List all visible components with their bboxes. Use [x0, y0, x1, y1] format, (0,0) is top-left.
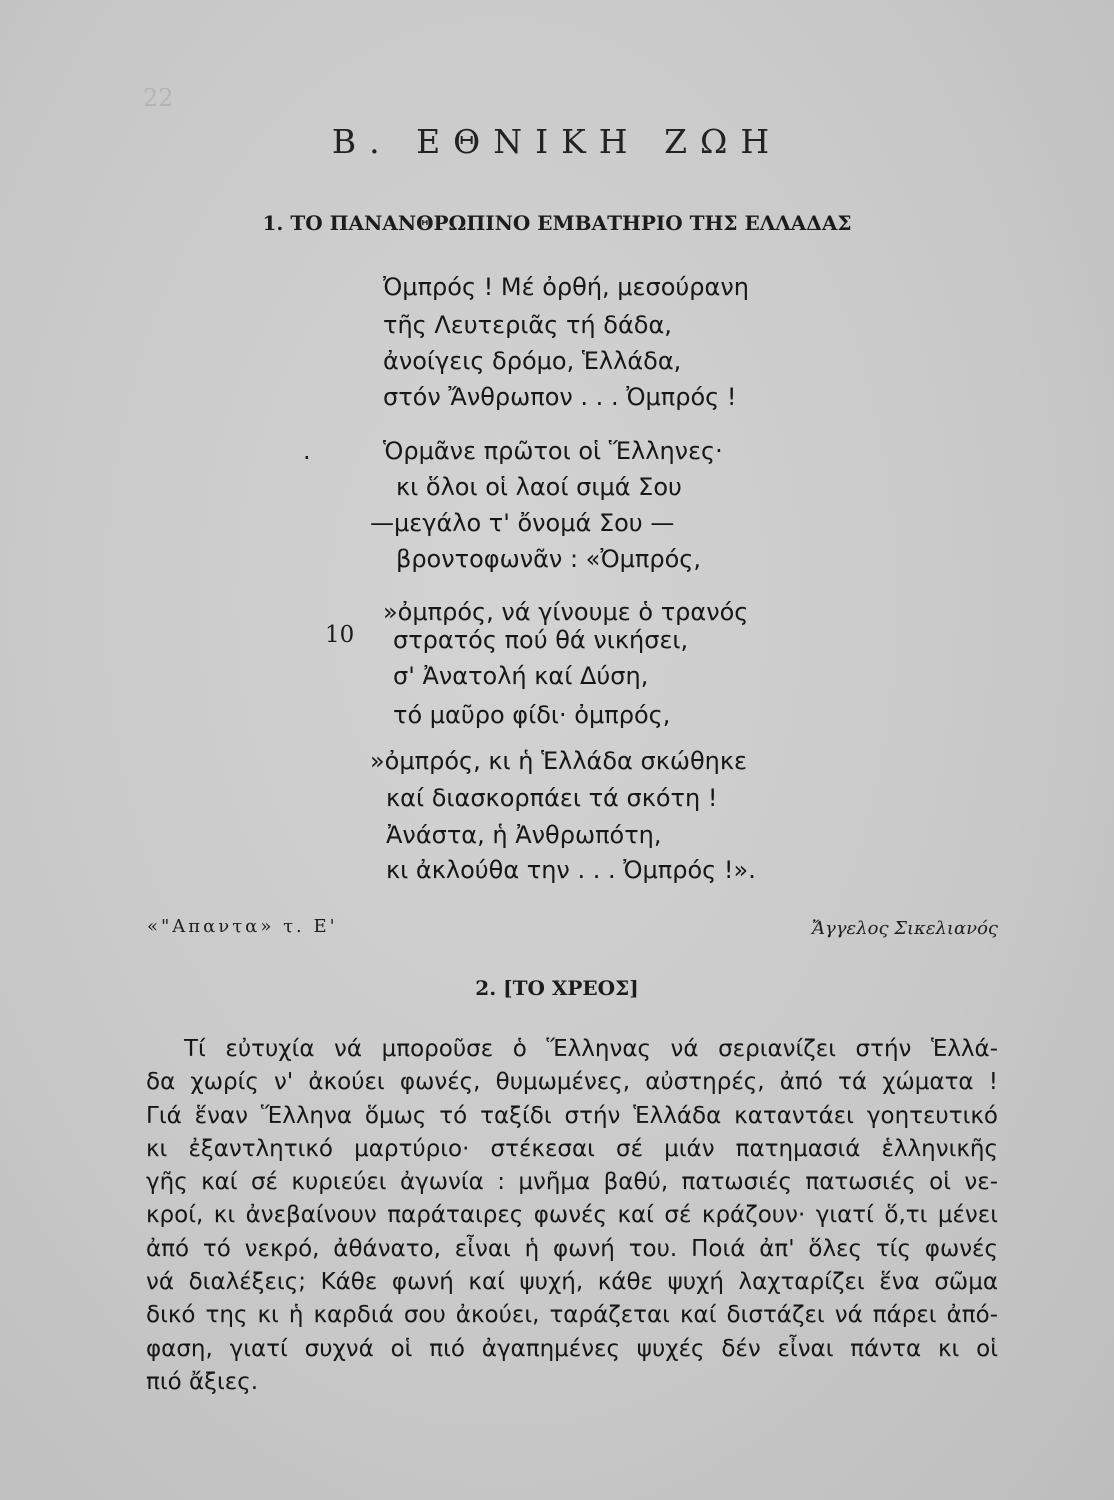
poem-author: Ἄγγελος Σικελιανός	[811, 918, 998, 939]
prose-line: νά διαλέξεις; Κάθε φωνή καί ψυχή, κάθε ψυχή λαχταρίζει ἕνα σῶμα	[146, 1269, 998, 1296]
line-number: 10	[325, 622, 355, 648]
page-number: 22	[143, 84, 174, 112]
margin-mark: .	[303, 437, 311, 465]
poem-line: »ὀμπρός, κι ἡ Ἑλλάδα σκώθηκε	[370, 747, 747, 775]
poem-line: τῆς Λευτεριᾶς τή δάδα,	[383, 311, 672, 339]
poem-line: »ὀμπρός, νά γίνουμε ὁ τρανός	[383, 598, 749, 626]
poem-line: Ἀνάστα, ἡ Ἀνθρωπότη,	[386, 821, 662, 849]
poem-line: Ὁρμᾶνε πρῶτοι οἱ Ἕλληνες·	[383, 437, 723, 465]
prose-line: πιό ἄξιες.	[146, 1368, 259, 1395]
prose-line: ἀπό τό νεκρό, ἀθάνατο, εἶναι ἡ φωνή του. Ποιά ἀπ' ὅλες τίς φωνές	[146, 1235, 998, 1262]
poem-line: —μεγάλο τ' ὄνομά Σου —	[370, 509, 675, 537]
prose-paragraph	[146, 1033, 998, 1399]
prose-line: δικό της κι ἡ καρδιά σου ἀκούει, ταράζεται καί διστάζει νά πάρει ἀπό-	[146, 1302, 998, 1329]
poem-line: ἀνοίγεις δρόμο, Ἑλλάδα,	[383, 347, 682, 375]
poem-line: Ὀμπρός ! Μέ ὀρθή, μεσούρανη	[383, 273, 749, 301]
poem-line: κι ὅλοι οἱ λαοί σιμά Σου	[396, 473, 682, 501]
prose-line: δα χωρίς ν' ἀκούει φωνές, θυμωμένες, αὐστηρές, ἀπό τά χώματα !	[146, 1069, 998, 1096]
prose-heading: 2. [ΤΟ ΧΡΕΟΣ]	[475, 976, 639, 1000]
poem-heading: 1. ΤΟ ΠΑΝΑΝΘΡΩΠΙΝΟ ΕΜΒΑΤΗΡΙΟ ΤΗΣ ΕΛΛΑΔΑΣ	[262, 211, 852, 235]
poem-line: βροντοφωνᾶν : «Ὀμπρός,	[396, 545, 702, 573]
poem-line: στόν Ἄνθρωπον . . . Ὀμπρός !	[383, 383, 737, 411]
poem-line: καί διασκορπάει τά σκότη !	[386, 784, 718, 812]
prose-line: κι ἐξαντλητικό μαρτύριο· στέκεσαι σέ μιάν πατημασιά ἑλληνικῆς	[146, 1135, 998, 1162]
prose-line: γῆς καί σέ κυριεύει ἀγωνία : μνῆμα βαθύ, πατωσιές πατωσιές οἱ νε-	[146, 1169, 998, 1196]
prose-line: Γιά ἕναν Ἕλληνα ὅμως τό ταξίδι στήν Ἑλλάδα καταντάει γοητευτικό	[146, 1102, 998, 1129]
bleed-through-texture	[150, 160, 157, 184]
section-title: Β. ΕΘΝΙΚΗ ΖΩΗ	[331, 122, 783, 161]
poem-line: σ' Ἀνατολή καί Δύση,	[393, 662, 649, 690]
poem-line: στρατός πού θά νικήσει,	[393, 626, 689, 654]
poem-line: τό μαῦρο φίδι· ὀμπρός,	[393, 701, 671, 729]
prose-line: φαση, γιατί συχνά οἱ πιό ἀγαπημένες ψυχές δέν εἶναι πάντα κι οἱ	[146, 1335, 998, 1362]
prose-line: κροί, κι ἀνεβαίνουν παράταιρες φωνές καί σέ κράζουν· γιατί ὅ,τι μένει	[146, 1202, 998, 1229]
prose-line: Τί εὐτυχία νά μποροῦσε ὁ Ἕλληνας νά σεριανίζει στήν Ἑλλά-	[184, 1036, 998, 1062]
poem-source: «"Απαντα» τ. Ε'	[147, 916, 338, 937]
poem-line: κι ἀκλούθα την . . . Ὀμπρός !».	[386, 856, 756, 884]
